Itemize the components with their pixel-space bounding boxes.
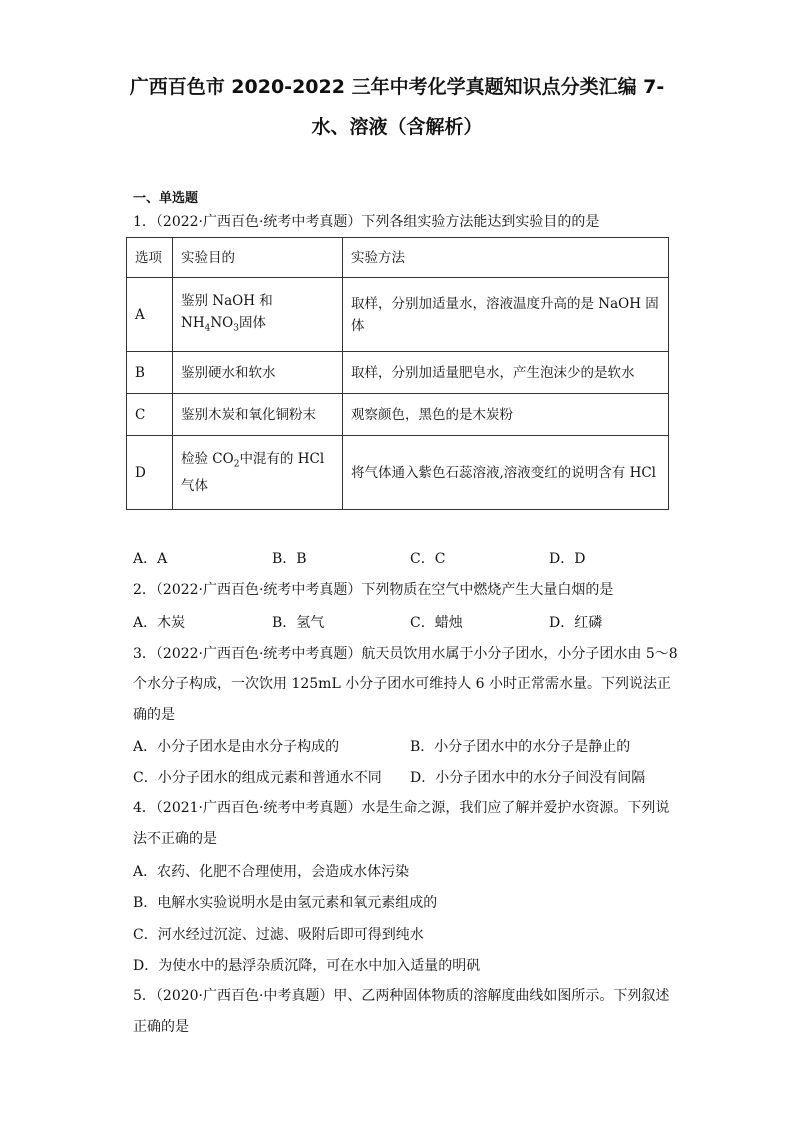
document-title-line-2: 水、溶液（含解析） bbox=[311, 116, 483, 138]
table-row bbox=[127, 436, 669, 510]
header-goal: 实验目的 bbox=[173, 238, 343, 278]
row-goal: 检验 $CO_2$中混有的 HCl 气体 bbox=[173, 436, 343, 510]
q2-option-d: D．红磷 bbox=[549, 615, 603, 631]
row-method: 取样，分别加适量肥皂水，产生泡沫少的是软水 bbox=[343, 352, 669, 394]
q1-option-d: D．D bbox=[549, 551, 586, 567]
row-goal: 鉴别木炭和氧化铜粉末 bbox=[173, 394, 343, 436]
q1-stem: 1．（2022·广西百色·统考中考真题）下列各组实验方法能达到实验目的的是 bbox=[133, 214, 600, 230]
q3-stem-line-2: 个水分子构成，一次饮用 125mL 小分子团水可维持人 6 小时正常需水量。下列说法正 bbox=[133, 676, 671, 692]
q3-option-a: A．小分子团水是由水分子构成的 bbox=[133, 739, 340, 755]
header-method: 实验方法 bbox=[343, 238, 669, 278]
q1-option-b: B．B bbox=[272, 551, 307, 567]
row-option: C bbox=[127, 394, 173, 436]
q4-stem-line-1: 4．（2021·广西百色·统考中考真题）水是生命之源，我们应了解并爱护水资源。下列说 bbox=[133, 800, 670, 816]
q2-option-a: A．木炭 bbox=[133, 615, 186, 631]
q3-option-c: C．小分子团水的组成元素和普通水不同 bbox=[133, 770, 382, 786]
q3-stem-line-3: 确的是 bbox=[133, 707, 175, 723]
row-option: D bbox=[127, 436, 173, 510]
q2-stem: 2．（2022·广西百色·统考中考真题）下列物质在空气中燃烧产生大量白烟的是 bbox=[133, 582, 614, 598]
q5-stem-line-1: 5．（2020·广西百色·中考真题）甲、乙两种固体物质的溶解度曲线如图所示。下列叙述 bbox=[133, 988, 670, 1004]
row-method: 观察颜色，黑色的是木炭粉 bbox=[343, 394, 669, 436]
q3-stem-line-1: 3．（2022·广西百色·统考中考真题）航天员饮用水属于小分子团水，小分子团水由 5～8 bbox=[133, 646, 678, 662]
table-header-row bbox=[127, 238, 669, 278]
table-row bbox=[127, 394, 669, 436]
q4-option-d: D．为使水中的悬浮杂质沉降，可在水中加入适量的明矾 bbox=[133, 958, 481, 974]
q4-option-c: C．河水经过沉淀、过滤、吸附后即可得到纯水 bbox=[133, 927, 424, 943]
row-method: 将气体通入紫色石蕊溶液,溶液变红的说明含有 HCl bbox=[343, 436, 669, 510]
q2-option-b: B．氢气 bbox=[272, 615, 325, 631]
q4-stem-line-2: 法不正确的是 bbox=[133, 831, 217, 847]
q3-option-b: B．小分子团水中的水分子是静止的 bbox=[410, 739, 631, 755]
q1-option-a: A．A bbox=[133, 551, 168, 567]
row-method: 取样，分别加适量水，溶液温度升高的是 NaOH 固体 bbox=[343, 278, 669, 352]
q4-option-b: B．电解水实验说明水是由氢元素和氧元素组成的 bbox=[133, 895, 438, 911]
section-heading: 一、单选题 bbox=[133, 191, 199, 206]
q4-option-a: A．农药、化肥不合理使用，会造成水体污染 bbox=[133, 864, 410, 880]
q1-option-c: C．C bbox=[410, 551, 446, 567]
row-goal: 鉴别 NaOH 和 $NH_4NO_3$固体 bbox=[173, 278, 343, 352]
table-row bbox=[127, 352, 669, 394]
q5-stem-line-2: 正确的是 bbox=[133, 1019, 189, 1035]
table-row bbox=[127, 278, 669, 352]
row-option: B bbox=[127, 352, 173, 394]
document-title-line-1: 广西百色市 2020-2022 三年中考化学真题知识点分类汇编 7- bbox=[129, 76, 665, 98]
q2-option-c: C．蜡烛 bbox=[410, 615, 463, 631]
row-option: A bbox=[127, 278, 173, 352]
row-goal: 鉴别硬水和软水 bbox=[173, 352, 343, 394]
q1-table bbox=[126, 237, 669, 510]
header-option: 选项 bbox=[127, 238, 173, 278]
q3-option-d: D．小分子团水中的水分子间没有间隔 bbox=[410, 770, 646, 786]
